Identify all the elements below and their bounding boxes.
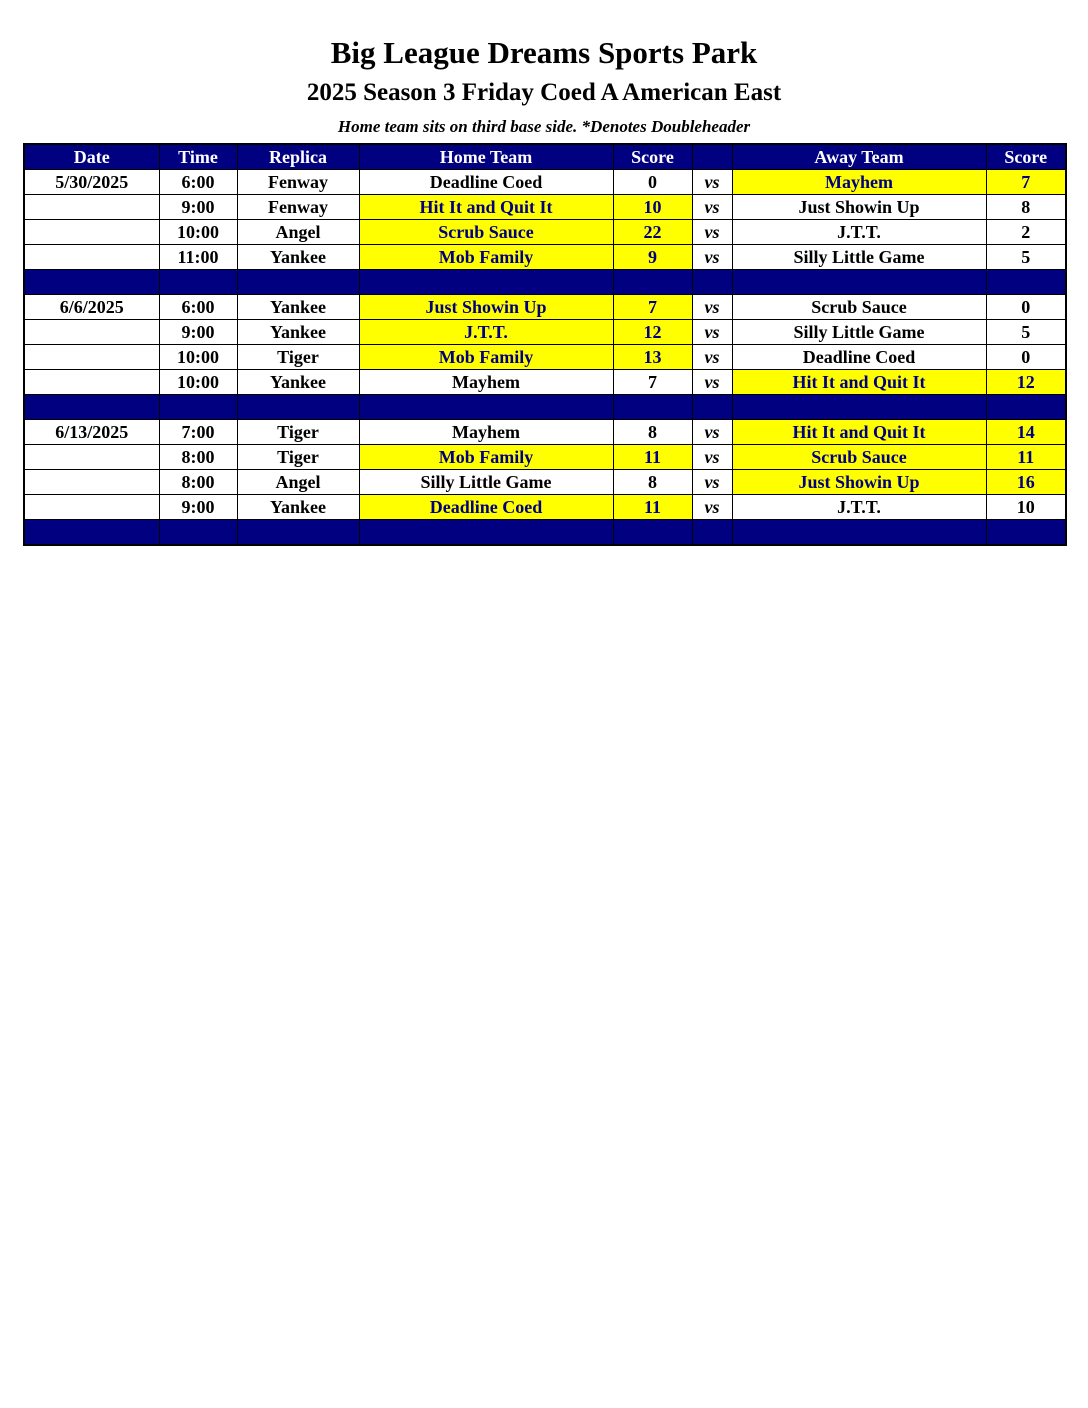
date-cell: [24, 445, 159, 470]
home-team-cell: Hit It and Quit It: [359, 195, 613, 220]
game-row: [24, 170, 1066, 195]
week-separator-row: [24, 520, 1066, 546]
separator-cell: [613, 395, 692, 420]
header-away-score: Score: [986, 144, 1066, 170]
date-cell: [24, 470, 159, 495]
vs-cell: vs: [692, 220, 732, 245]
separator-cell: [359, 520, 613, 546]
home-team-cell: Mayhem: [359, 370, 613, 395]
home-score-cell: 11: [613, 495, 692, 520]
home-score-cell: 13: [613, 345, 692, 370]
replica-cell: Tiger: [237, 445, 359, 470]
away-team-cell: J.T.T.: [732, 495, 986, 520]
separator-cell: [732, 270, 986, 295]
away-score-cell: 14: [986, 420, 1066, 445]
date-cell: [24, 345, 159, 370]
header-replica: Replica: [237, 144, 359, 170]
home-team-cell: Deadline Coed: [359, 495, 613, 520]
separator-cell: [692, 395, 732, 420]
schedule-body: [24, 170, 1066, 546]
home-team-cell: Just Showin Up: [359, 295, 613, 320]
header-time: Time: [159, 144, 237, 170]
away-team-cell: Just Showin Up: [732, 195, 986, 220]
home-score-cell: 8: [613, 470, 692, 495]
replica-cell: Yankee: [237, 295, 359, 320]
home-team-cell: Mob Family: [359, 245, 613, 270]
vs-cell: vs: [692, 245, 732, 270]
separator-cell: [732, 395, 986, 420]
away-team-cell: Deadline Coed: [732, 345, 986, 370]
game-row: [24, 245, 1066, 270]
vs-cell: vs: [692, 170, 732, 195]
separator-cell: [359, 395, 613, 420]
separator-cell: [24, 520, 159, 546]
time-cell: 10:00: [159, 345, 237, 370]
home-team-cell: Scrub Sauce: [359, 220, 613, 245]
game-row: [24, 195, 1066, 220]
time-cell: 10:00: [159, 220, 237, 245]
replica-cell: Yankee: [237, 495, 359, 520]
home-score-cell: 22: [613, 220, 692, 245]
game-row: [24, 320, 1066, 345]
away-score-cell: 5: [986, 245, 1066, 270]
home-team-cell: Mob Family: [359, 445, 613, 470]
replica-cell: Angel: [237, 470, 359, 495]
home-score-cell: 8: [613, 420, 692, 445]
date-cell: 6/13/2025: [24, 420, 159, 445]
time-cell: 6:00: [159, 170, 237, 195]
home-team-cell: Mob Family: [359, 345, 613, 370]
separator-cell: [986, 520, 1066, 546]
home-score-cell: 7: [613, 370, 692, 395]
vs-cell: vs: [692, 495, 732, 520]
away-team-cell: Hit It and Quit It: [732, 420, 986, 445]
replica-cell: Yankee: [237, 320, 359, 345]
away-team-cell: Silly Little Game: [732, 320, 986, 345]
document-title: Big League Dreams Sports Park: [330, 35, 758, 70]
separator-cell: [159, 270, 237, 295]
game-row: [24, 220, 1066, 245]
away-score-cell: 0: [986, 345, 1066, 370]
date-cell: [24, 495, 159, 520]
home-score-cell: 10: [613, 195, 692, 220]
game-row: [24, 345, 1066, 370]
header-home-team: Home Team: [359, 144, 613, 170]
vs-cell: vs: [692, 195, 732, 220]
week-separator-row: [24, 395, 1066, 420]
away-team-cell: Silly Little Game: [732, 245, 986, 270]
time-cell: 6:00: [159, 295, 237, 320]
week-separator-row: [24, 270, 1066, 295]
date-cell: 5/30/2025: [24, 170, 159, 195]
header-home-score: Score: [613, 144, 692, 170]
separator-cell: [159, 520, 237, 546]
away-team-cell: Scrub Sauce: [732, 295, 986, 320]
time-cell: 8:00: [159, 470, 237, 495]
vs-cell: vs: [692, 445, 732, 470]
time-cell: 10:00: [159, 370, 237, 395]
replica-cell: Tiger: [237, 345, 359, 370]
date-cell: [24, 195, 159, 220]
separator-cell: [613, 270, 692, 295]
separator-cell: [24, 270, 159, 295]
separator-cell: [732, 520, 986, 546]
schedule-table: [23, 143, 1067, 546]
game-row: [24, 295, 1066, 320]
away-score-cell: 8: [986, 195, 1066, 220]
time-cell: 7:00: [159, 420, 237, 445]
away-team-cell: Hit It and Quit It: [732, 370, 986, 395]
separator-cell: [692, 270, 732, 295]
replica-cell: Fenway: [237, 170, 359, 195]
separator-cell: [237, 395, 359, 420]
vs-cell: vs: [692, 420, 732, 445]
time-cell: 9:00: [159, 320, 237, 345]
header-vs: [692, 144, 732, 170]
away-team-cell: Scrub Sauce: [732, 445, 986, 470]
away-score-cell: 12: [986, 370, 1066, 395]
date-cell: [24, 320, 159, 345]
home-score-cell: 11: [613, 445, 692, 470]
replica-cell: Tiger: [237, 420, 359, 445]
separator-cell: [359, 270, 613, 295]
away-team-cell: J.T.T.: [732, 220, 986, 245]
replica-cell: Fenway: [237, 195, 359, 220]
game-row: [24, 470, 1066, 495]
header-date: Date: [24, 144, 159, 170]
date-cell: [24, 370, 159, 395]
game-row: [24, 370, 1066, 395]
away-score-cell: 16: [986, 470, 1066, 495]
away-score-cell: 10: [986, 495, 1066, 520]
separator-cell: [237, 270, 359, 295]
vs-cell: vs: [692, 370, 732, 395]
away-score-cell: 11: [986, 445, 1066, 470]
game-row: [24, 445, 1066, 470]
document-subtitle: 2025 Season 3 Friday Coed A American East: [306, 79, 782, 106]
date-cell: [24, 220, 159, 245]
date-cell: 6/6/2025: [24, 295, 159, 320]
document-note: Home team sits on third base side. *Denotes Doubleheader: [337, 117, 751, 136]
home-team-cell: Deadline Coed: [359, 170, 613, 195]
header-row: [24, 144, 1066, 170]
replica-cell: Yankee: [237, 245, 359, 270]
home-score-cell: 7: [613, 295, 692, 320]
home-score-cell: 0: [613, 170, 692, 195]
vs-cell: vs: [692, 320, 732, 345]
vs-cell: vs: [692, 345, 732, 370]
home-team-cell: J.T.T.: [359, 320, 613, 345]
separator-cell: [159, 395, 237, 420]
away-score-cell: 2: [986, 220, 1066, 245]
home-team-cell: Mayhem: [359, 420, 613, 445]
replica-cell: Angel: [237, 220, 359, 245]
separator-cell: [237, 520, 359, 546]
time-cell: 9:00: [159, 495, 237, 520]
away-score-cell: 7: [986, 170, 1066, 195]
separator-cell: [986, 270, 1066, 295]
away-team-cell: Just Showin Up: [732, 470, 986, 495]
separator-cell: [613, 520, 692, 546]
away-score-cell: 0: [986, 295, 1066, 320]
away-team-cell: Mayhem: [732, 170, 986, 195]
separator-cell: [24, 395, 159, 420]
away-score-cell: 5: [986, 320, 1066, 345]
home-score-cell: 12: [613, 320, 692, 345]
game-row: [24, 420, 1066, 445]
vs-cell: vs: [692, 470, 732, 495]
separator-cell: [986, 395, 1066, 420]
time-cell: 8:00: [159, 445, 237, 470]
home-team-cell: Silly Little Game: [359, 470, 613, 495]
time-cell: 9:00: [159, 195, 237, 220]
separator-cell: [692, 520, 732, 546]
vs-cell: vs: [692, 295, 732, 320]
replica-cell: Yankee: [237, 370, 359, 395]
date-cell: [24, 245, 159, 270]
home-score-cell: 9: [613, 245, 692, 270]
header-away-team: Away Team: [732, 144, 986, 170]
time-cell: 11:00: [159, 245, 237, 270]
game-row: [24, 495, 1066, 520]
